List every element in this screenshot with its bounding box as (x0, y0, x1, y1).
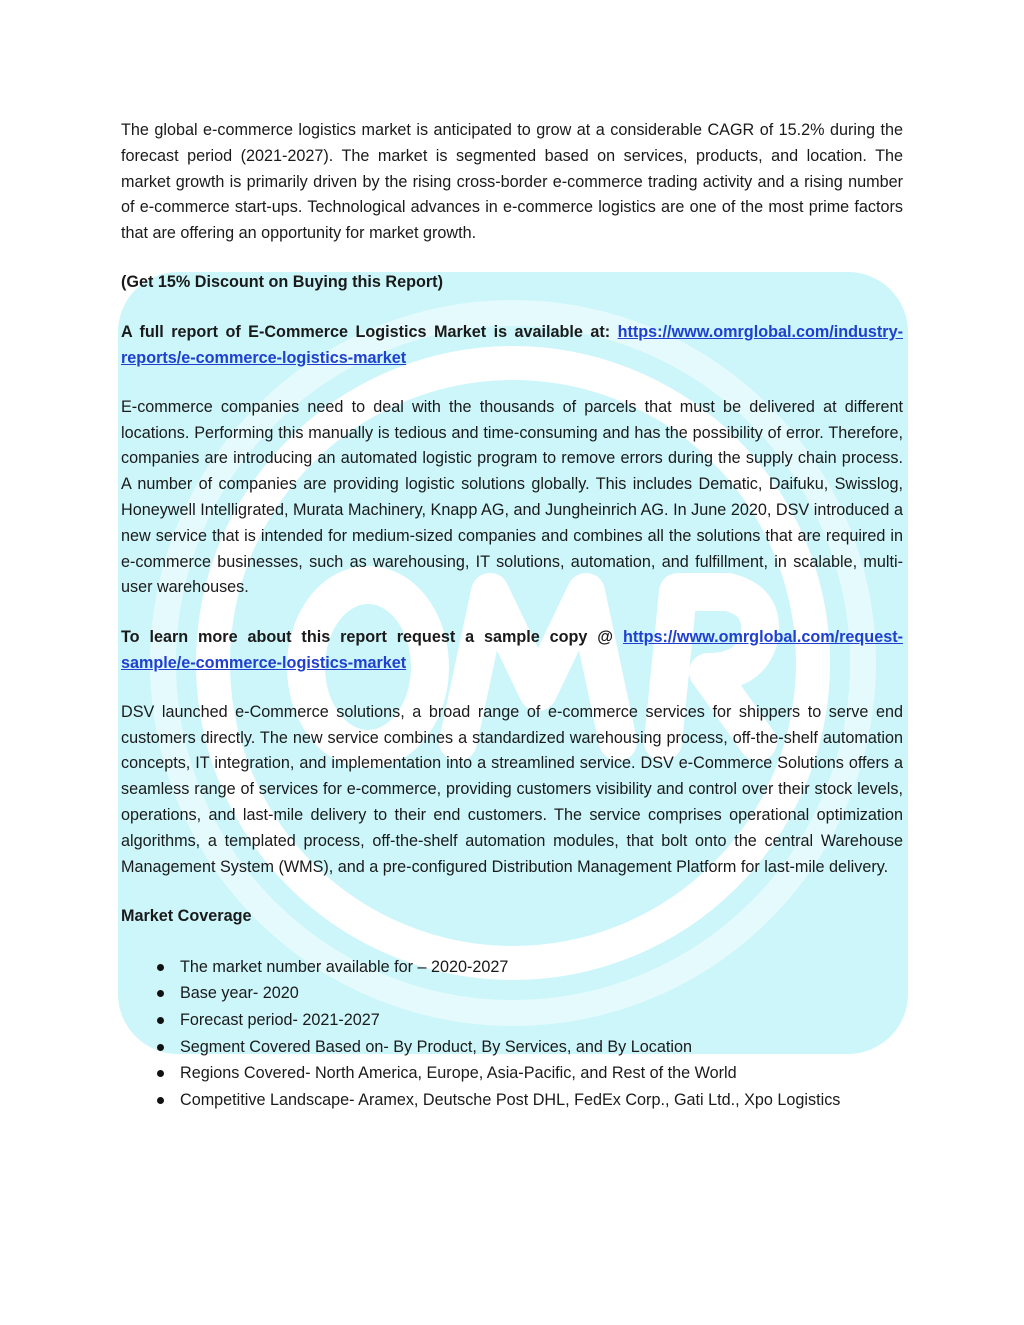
list-item-text: Base year- 2020 (180, 984, 299, 1003)
intro-paragraph: The global e-commerce logistics market is anticipated to grow at a considerable CAGR of 15.2% during the forecast period (2021-2027). The market is segmented based on services, products, and location. The market growth is primarily driven by the rising cross-border e-commerce trading activity and a rising number of e-commerce start-ups. Technological advances in e-commerce logistics are one of the most prime factors that are offering an opportunity for market growth. (121, 121, 903, 243)
dsv-paragraph: DSV launched e-Commerce solutions, a broad range of e-commerce services for shippers to serve end customers directly. The new service combines a standardized warehousing process, off-the-shelf automation concepts, IT integration, and implementation into a streamlined service. DSV e-Commerce Solutions offers a seamless range of services for e-commerce, providing customers visibility and control over their stock levels, operations, and last-mile delivery to their end customers. The service comprises operational optimization algorithms, a templated process, off-the-shelf automation modules, that bolt onto the central Warehouse Management System (WMS), and a pre-configured Distribution Management Platform for last-mile delivery. (121, 702, 903, 876)
bullet-icon (157, 1044, 164, 1051)
full-report-paragraph (121, 320, 903, 372)
list-item-text: The market number available for – 2020-2027 (180, 957, 509, 976)
companies-paragraph: E-commerce companies need to deal with the thousands of parcels that must be delivered at different locations. Performing this manually is tedious and time-consuming and has the possibility of error. Therefore, companies are introducing an automated logistic program to remove errors during the supply chain process. A number of companies are providing logistic solutions globally. This includes Dematic, Daifuku, Swisslog, Honeywell Intelligrated, Murata Machinery, Knapp AG, and Jungheinrich AG. In June 2020, DSV introduced a new service that is intended for medium-sized companies and combines all the solutions that are required in e-commerce businesses, such as warehousing, IT solutions, automation, and fulfillment, in scalable, multi-user warehouses. (121, 397, 903, 597)
list-item-text: Forecast period- 2021-2027 (180, 1010, 380, 1029)
list-item-text: Competitive Landscape- Aramex, Deutsche Post DHL, FedEx Corp., Gati Ltd., Xpo Logistics (180, 1090, 841, 1109)
bullet-icon (157, 1097, 164, 1104)
full-report-label: A full report of E-Commerce Logistics Market is available at: (121, 322, 618, 341)
discount-notice: (Get 15% Discount on Buying this Report) (121, 273, 443, 292)
list-item-text: Regions Covered- North America, Europe, Asia-Pacific, and Rest of the World (180, 1064, 737, 1083)
list-item (121, 1034, 903, 1061)
list-item-text: Segment Covered Based on- By Product, By Services, and By Location (180, 1037, 692, 1056)
list-item (121, 1087, 903, 1114)
bullet-icon (157, 964, 164, 971)
bullet-icon (157, 1070, 164, 1077)
document-body (121, 118, 903, 1113)
list-item (121, 1007, 903, 1034)
market-coverage-list (121, 954, 903, 1114)
list-item (121, 980, 903, 1007)
bullet-icon (157, 1017, 164, 1024)
sample-request-label: To learn more about this report request a sample copy @ (121, 627, 623, 646)
sample-request-paragraph (121, 625, 903, 677)
list-item (121, 954, 903, 981)
list-item (121, 1060, 903, 1087)
full-report-link[interactable]: https://www.omrglobal.com/industry-reports/e-commerce-logistics-market (121, 322, 903, 367)
bullet-icon (157, 990, 164, 997)
market-coverage-title: Market Coverage (121, 906, 252, 925)
sample-request-link[interactable]: https://www.omrglobal.com/request-sample/e-commerce-logistics-market (121, 627, 903, 672)
